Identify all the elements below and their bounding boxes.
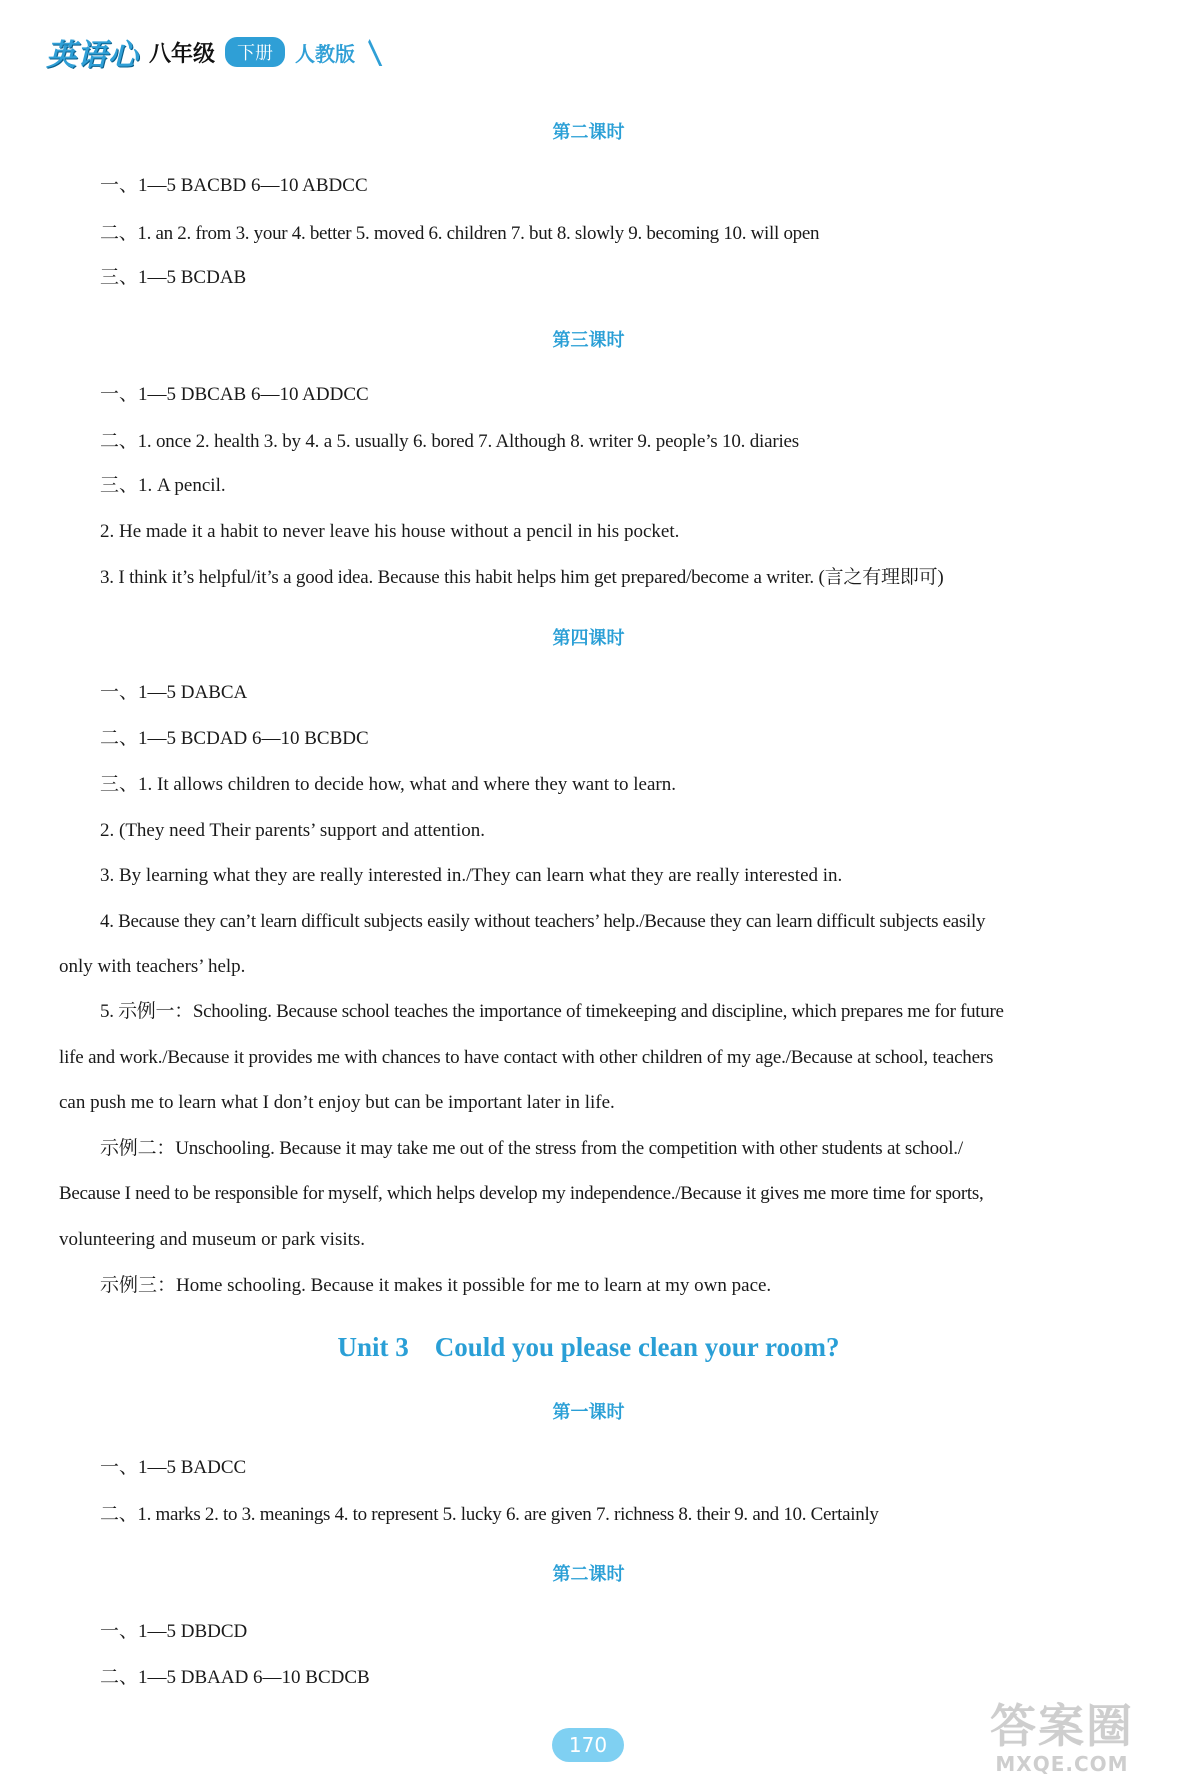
answer-line: 二、1—5 DBAAD 6—10 BCDCB bbox=[100, 1667, 370, 1688]
answer-line: 3. I think it’s helpful/it’s a good idea. Because this habit helps him get prepared/become a writer. (言之有理即可) bbox=[100, 567, 944, 588]
answer-line: 二、1—5 BCDAD 6—10 BCBDC bbox=[100, 728, 369, 749]
answer-line: 二、1. marks 2. to 3. meanings 4. to represent 5. lucky 6. are given 7. richness 8. their 9. and 10. Certainly bbox=[100, 1504, 879, 1525]
brand-logo: 英语心 bbox=[46, 38, 139, 73]
section-title-lesson4: 第四课时 bbox=[552, 628, 625, 649]
answer-line: 3. By learning what they are really interested in./They can learn what they are really interested in. bbox=[100, 865, 843, 886]
answer-line: 二、1. once 2. health 3. by 4. a 5. usually 6. bored 7. Although 8. writer 9. people’s 10. diaries bbox=[100, 431, 799, 452]
section-title-u3-lesson1: 第一课时 bbox=[552, 1402, 625, 1423]
answer-line: 2. (They need Their parents’ support and attention. bbox=[100, 820, 485, 841]
answer-line: 二、1. an 2. from 3. your 4. better 5. moved 6. children 7. but 8. slowly 9. becoming 10. will open bbox=[100, 223, 820, 244]
answer-line: 一、1—5 DBCAB 6—10 ADDCC bbox=[100, 384, 369, 405]
answer-line: volunteering and museum or park visits. bbox=[59, 1229, 366, 1250]
answer-line: 三、1. It allows children to decide how, what and where they want to learn. bbox=[100, 774, 676, 795]
answer-line: 一、1—5 DBDCD bbox=[100, 1621, 248, 1642]
page-number: 170 bbox=[552, 1728, 624, 1762]
answer-line: 一、1—5 BADCC bbox=[100, 1457, 247, 1478]
chevron-right-icon bbox=[351, 39, 383, 66]
watermark-url: MXQE.COM bbox=[995, 1752, 1129, 1776]
unit-name: Could you please clean your room? bbox=[434, 1332, 840, 1362]
answer-line: life and work./Because it provides me with chances to have contact with other children of my age./Because at school, teachers bbox=[59, 1047, 994, 1068]
answer-line: 5. 示例一：Schooling. Because school teaches the importance of timekeeping and discipline, which prepares me for future bbox=[100, 1001, 1004, 1022]
grade-label: 八年级 bbox=[149, 41, 216, 67]
answer-line: only with teachers’ help. bbox=[59, 956, 246, 977]
answer-line: Because I need to be responsible for myself, which helps develop my independence./Because it gives me more time for sports, bbox=[59, 1183, 984, 1204]
answer-line: 4. Because they can’t learn difficult subjects easily without teachers’ help./Because they can learn difficult subjects easily bbox=[100, 911, 986, 932]
edition-label: 人教版 bbox=[295, 41, 356, 66]
unit-number: Unit 3 bbox=[337, 1332, 409, 1362]
page-header bbox=[46, 32, 376, 72]
answer-line: 三、1. A pencil. bbox=[100, 475, 226, 496]
volume-badge: 下册 bbox=[225, 37, 285, 67]
section-title-lesson3: 第三课时 bbox=[552, 330, 625, 351]
answer-line: 一、1—5 BACBD 6—10 ABDCC bbox=[100, 175, 368, 196]
unit-title bbox=[0, 1332, 1177, 1363]
answer-line: 三、1—5 BCDAB bbox=[100, 267, 247, 288]
answer-line: can push me to learn what I don’t enjoy but can be important later in life. bbox=[59, 1092, 615, 1113]
answer-line: 2. He made it a habit to never leave his house without a pencil in his pocket. bbox=[100, 521, 680, 542]
answer-line: 示例三：Home schooling. Because it makes it possible for me to learn at my own pace. bbox=[100, 1275, 772, 1296]
section-title-lesson2: 第二课时 bbox=[552, 122, 625, 143]
answer-line: 一、1—5 DABCA bbox=[100, 682, 248, 703]
watermark-logo: 答案圈 bbox=[990, 1699, 1134, 1753]
section-title-u3-lesson2: 第二课时 bbox=[552, 1564, 625, 1585]
watermark bbox=[990, 1690, 1134, 1776]
answer-line: 示例二：Unschooling. Because it may take me out of the stress from the competition with other students at school./ bbox=[100, 1138, 963, 1159]
